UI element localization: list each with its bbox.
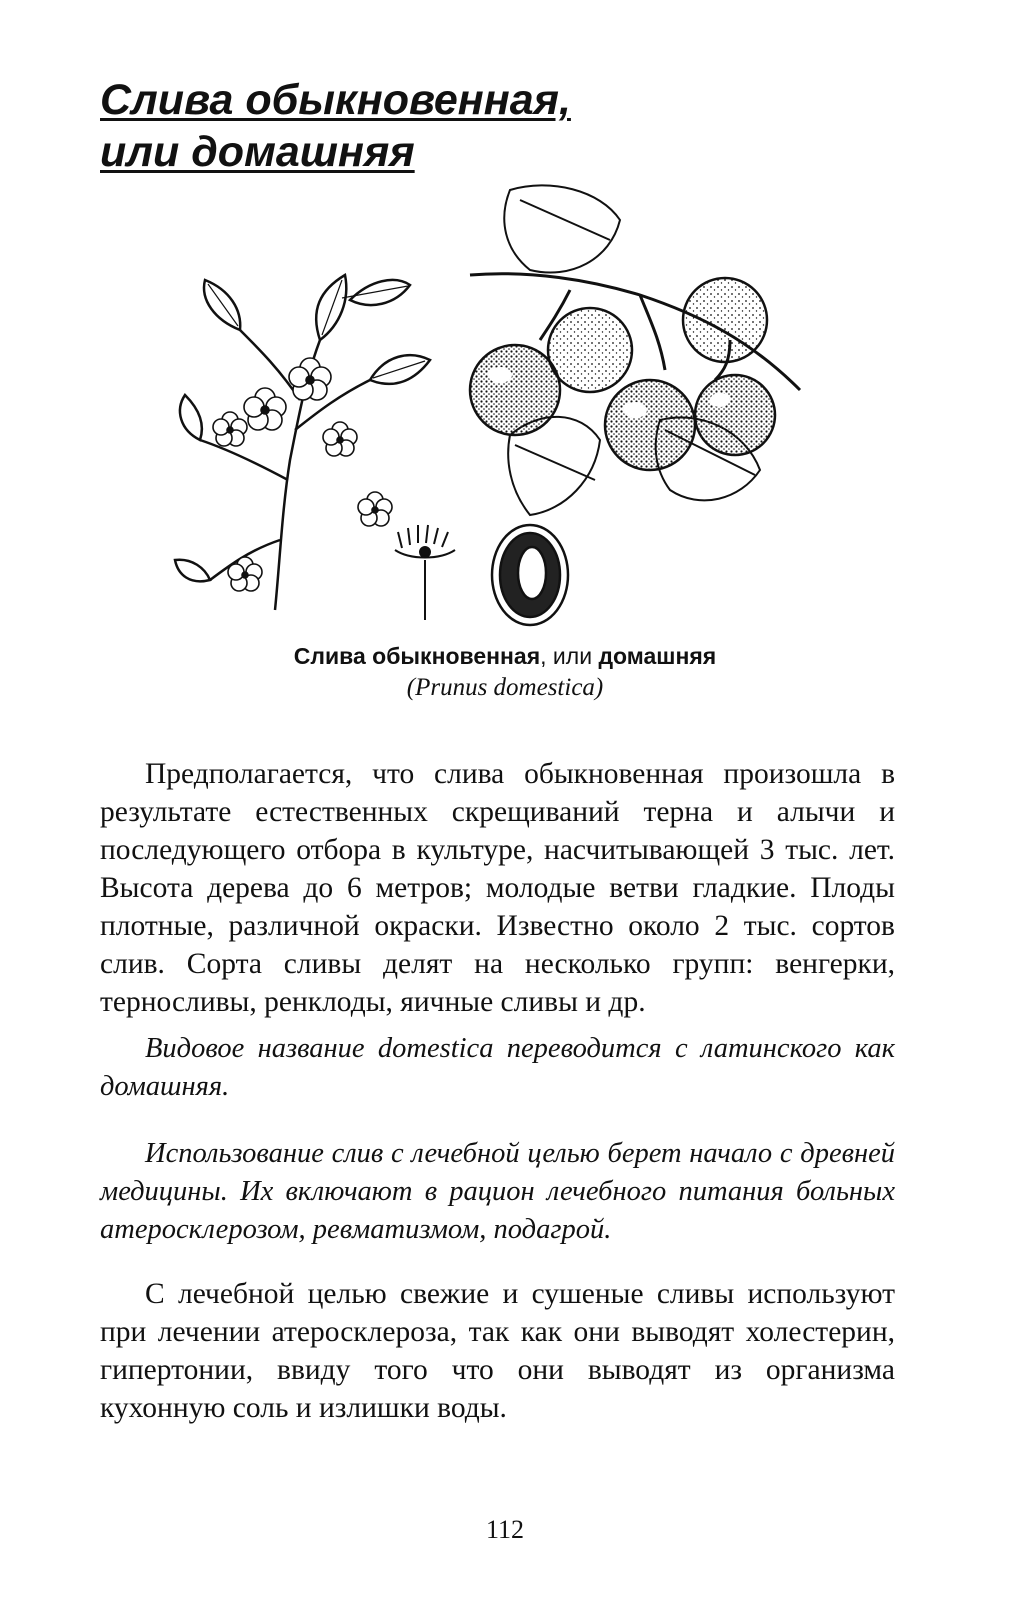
flower-section <box>395 525 455 620</box>
page-number: 112 <box>485 1515 525 1544</box>
paragraph-description: Предполагается, что слива обыкновенная произошла в результате естественных скрещиваний терна и алычи и последующего отбора в культуре, насчитывающей 3 тыс. лет. Высота дерева до 6 метров; молодые ветви гладкие. Плоды плотные, различной окраски. Известно около 2 тыс. сортов слив. Сорта сливы делят на несколько групп: венгерки, терносливы, ренклоды, яичные сливы и др. <box>100 758 895 1018</box>
plum-illustration <box>170 180 810 630</box>
paragraph-medicinal-use: С лечебной целью свежие и сушеные сливы используют при лечении атеросклероза, так как они выводят холестерин, гипертонии, ввиду того что они выводят из организма кухонную соль и излишки воды. <box>100 1278 895 1424</box>
figure-caption <box>0 640 1010 704</box>
caption-name <box>0 640 1010 672</box>
page-title <box>100 74 571 178</box>
paragraph-etymology: Видовое название domestica переводится с латинского как домашняя. <box>100 1033 895 1102</box>
blossoms <box>213 358 392 591</box>
plum-section <box>492 525 568 625</box>
flowering-branch <box>175 275 430 610</box>
caption-bold-1: Слива обыкновенная <box>293 643 541 669</box>
caption-bold-2: домашняя <box>598 643 717 669</box>
caption-connector: , или <box>540 643 599 669</box>
paragraph-medicinal-history: Использование слив с лечебной целью берет начало с древней медицины. Их включают в рацион лечебного питания больных атеросклерозом, ревматизмом, подагрой. <box>100 1138 895 1245</box>
caption-latin-name: (Prunus domestica) <box>406 674 604 701</box>
title-line-2: или домашняя <box>100 128 415 176</box>
title-line-1: Слива обыкновенная, <box>100 76 571 124</box>
